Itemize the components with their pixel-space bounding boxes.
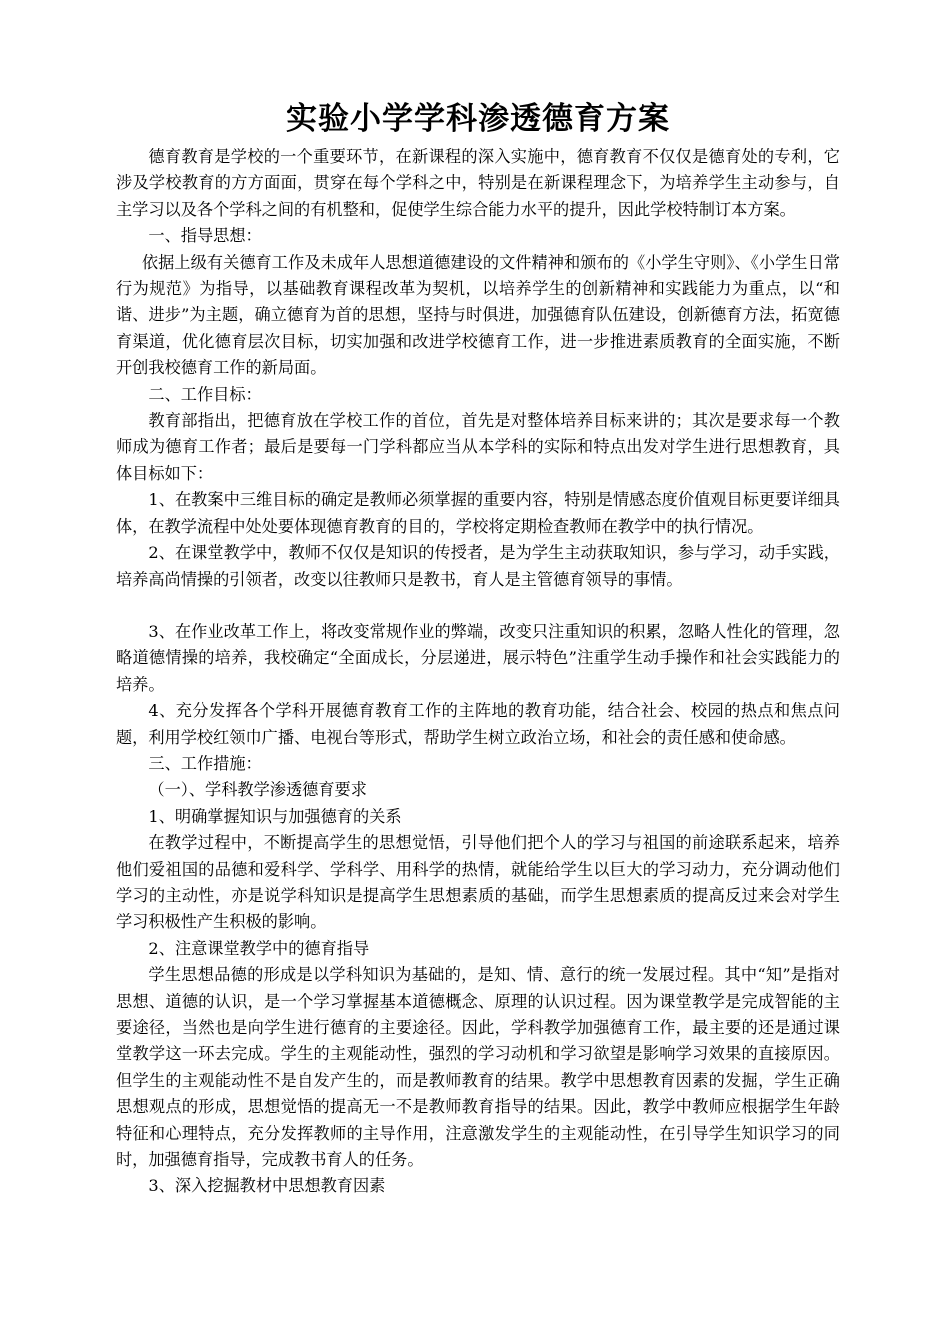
goal-item-1: 1、在教案中三维目标的确定是教师必须掌握的重要内容，特别是情感态度价值观目标更要详细具体，在教学流程中处处要体现德育教育的目的，学校将定期检查教师在教学中的执行情况。: [116, 490, 840, 536]
measure-heading-3: 3、深入挖掘教材中思想教育因素: [148, 1176, 386, 1196]
intro-paragraph: 德育教育是学校的一个重要环节，在新课程的深入实施中，德育教育不仅仅是德育处的专利，它涉及学校教育的方方面面，贯穿在每个学科之中，特别是在新课程理念下，为培养学生主动参与，自主学习以及各个学科之间的有机整和，促使学生综合能力水平的提升，因此学校特制订本方案。: [116, 147, 840, 219]
goal-item-4: 4、充分发挥各个学科开展德育教育工作的主阵地的教育功能，结合社会、校园的热点和焦点问题，利用学校红领巾广播、电视台等形式，帮助学生树立政治立场，和社会的责任感和使命感。: [116, 701, 840, 747]
measure-heading-1: 1、明确掌握知识与加强德育的关系: [148, 806, 402, 826]
section-heading-measures: 三、工作措施：: [148, 753, 262, 773]
measure-paragraph-1: 在教学过程中，不断提高学生的思想觉悟，引导他们把个人的学习与祖国的前途联系起来，培养他们爱祖国的品德和爱科学、学科学、用科学的热情，就能给学生以巨大的学习动力，充分调动他们学习的主动性，亦是说学科知识是提高学生思想素质的基础，而学生思想素质的提高反过来会对学生学习积极性产生积极的影响。: [116, 833, 840, 932]
measure-paragraph-2: 学生思想品德的形成是以学科知识为基础的，是知、情、意行的统一发展过程。其中“知”是指对思想、道德的认识，是一个学习掌握基本道德概念、原理的认识过程。因为课堂教学是完成智能的主要途径，当然也是向学生进行德育的主要途径。因此，学科教学加强德育工作，最主要的还是通过课堂教学这一环去完成。学生的主观能动性，强烈的学习动机和学习欲望是影响学习效果的直接原因。但学生的主观能动性不是自发产生的，而是教师教育的结果。教学中思想教育因素的发掘，学生正确思想观点的形成，思想觉悟的提高无一不是教师教育指导的结果。因此，教学中教师应根据学生年龄特征和心理特点，充分发挥教师的主导作用，注意激发学生的主观能动性，在引导学生知识学习的同时，加强德育指导，完成教书育人的任务。: [116, 965, 840, 1170]
guiding-thought-paragraph: 依据上级有关德育工作及未成年人思想道德建设的文件精神和颁布的《小学生守则》、《小学生日常行为规范》为指导，以基础教育课程改革为契机，以培养学生的创新精神和实践能力为重点，以“和谐、进步”为主题，确立德育为首的思想，坚持与时俱进，加强德育队伍建设，创新德育方法，拓宽德育渠道，优化德育层次目标，切实加强和改进学校德育工作，进一步推进素质教育的全面实施，不断开创我校德育工作的新局面。: [116, 252, 840, 378]
subsection-heading-1: （一）、学科教学渗透德育要求: [148, 780, 367, 800]
document-body: [116, 144, 840, 1200]
goal-item-2: 2、在课堂教学中，教师不仅仅是知识的传授者，是为学生主动获取知识，参与学习，动手实践，培养高尚情操的引领者，改变以往教师只是教书，育人是主管德育领导的事情。: [116, 543, 840, 589]
goal-item-3: 3、在作业改革工作上，将改变常规作业的弊端，改变只注重知识的积累，忽略人性化的管理，忽略道德情操的培养，我校确定“全面成长，分层递进，展示特色”注重学生动手操作和社会实践能力的培养。: [116, 621, 840, 694]
section-heading-guiding-thought: 一、指导思想：: [148, 226, 262, 246]
section-heading-goals: 二、工作目标：: [148, 384, 262, 404]
measure-heading-2: 2、注意课堂教学中的德育指导: [148, 938, 370, 958]
document-title: 实验小学学科渗透德育方案: [286, 101, 670, 137]
goals-intro-paragraph: 教育部指出，把德育放在学校工作的首位，首先是对整体培养目标来讲的；其次是要求每一个教师成为德育工作者；最后是要每一门学科都应当从本学科的实际和特点出发对学生进行思想教育，具体目标如下：: [116, 411, 840, 483]
